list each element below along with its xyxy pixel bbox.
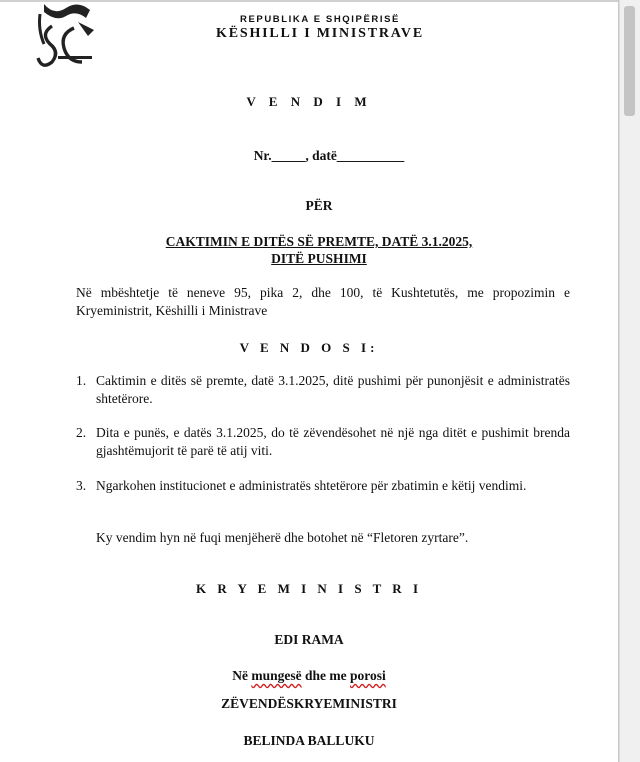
closing-paragraph: Ky vendim hyn në fuqi menjëherë dhe botohet në “Fletoren zyrtare”.: [96, 530, 469, 545]
number-date-line: Nr._____, datë__________: [253, 148, 405, 163]
subject-line-2: DITË PUSHIMI: [271, 251, 367, 266]
prime-minister-heading: K R Y E M I N I S T R I: [196, 581, 422, 596]
item-text: Dita e punës, e datës 3.1.2025, do të zëvendësohet në një nga ditët e pushimit brenda gjashtëmujorit të parë të atij viti.: [96, 425, 570, 458]
spellcheck-word: porosi: [349, 668, 386, 683]
item-number: 3.: [76, 478, 87, 493]
republic-name: REPUBLIKA E SHQIPËRISË: [240, 14, 400, 25]
prime-minister-name: EDI RAMA: [274, 632, 344, 647]
per-heading: PËR: [305, 198, 333, 213]
list-item: [76, 424, 570, 460]
item-text: Ngarkohen institucionet e administratës shtetërore për zbatimin e këtij vendimi.: [96, 478, 527, 493]
item-number: 1.: [76, 373, 87, 388]
item-text: Caktimin e ditës së premte, datë 3.1.2025, ditë pushimi për punonjësit e administratës shtetërore.: [96, 373, 570, 406]
deputy-title: ZËVENDËSKRYEMINISTRI: [221, 696, 397, 711]
letterhead: [200, 14, 440, 42]
absence-word: dhe me: [304, 668, 347, 683]
subject-line-1: CAKTIMIN E DITËS SË PREMTE, DATË 3.1.2025,: [165, 234, 473, 249]
deputy-name: BELINDA BALLUKU: [243, 733, 375, 748]
list-item: [76, 477, 570, 495]
council-name: KËSHILLI I MINISTRAVE: [216, 26, 424, 41]
preamble-paragraph: Në mbështetje të neneve 95, pika 2, dhe 100, të Kushtetutës, me propozimin e Kryeministrit, Këshilli i Ministrave: [76, 285, 570, 318]
national-emblem-icon: [30, 0, 102, 72]
spellcheck-word: mungesë: [251, 668, 302, 683]
vendosi-heading: V E N D O S I:: [239, 340, 379, 355]
vertical-scrollbar[interactable]: [619, 0, 640, 762]
list-item: [76, 372, 570, 408]
absence-word: Në: [232, 668, 248, 683]
scroll-thumb[interactable]: [624, 6, 635, 116]
absence-note: [0, 668, 618, 684]
document-title: V E N D I M: [246, 94, 372, 109]
item-number: 2.: [76, 425, 87, 440]
